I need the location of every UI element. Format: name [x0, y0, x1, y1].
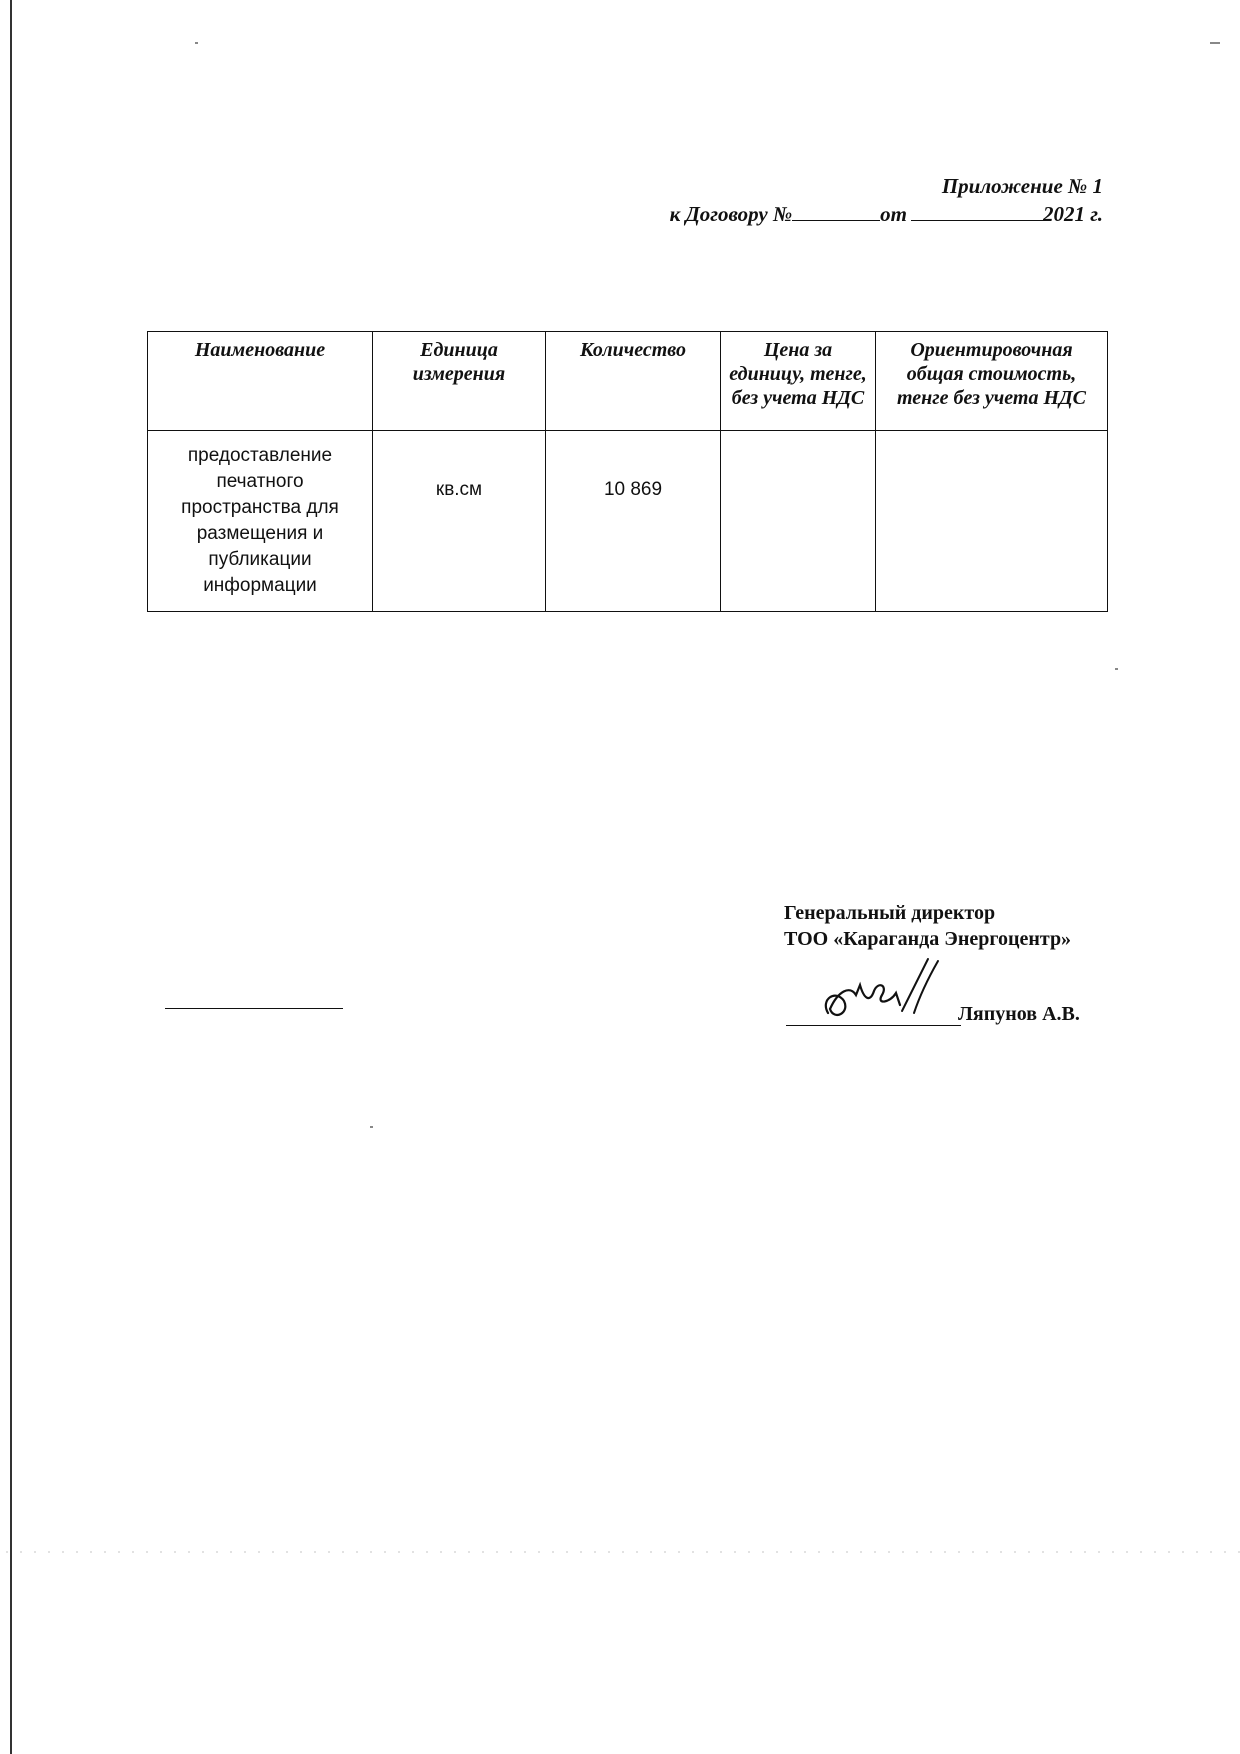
contract-year: 2021 г. [1043, 202, 1103, 226]
cell-name: предоставление печатного пространства для размещения и публикации информации [148, 431, 373, 612]
signatory-block [784, 900, 1071, 952]
cell-price [721, 431, 876, 612]
scan-speck [1210, 42, 1220, 44]
appendix-header [670, 172, 1103, 228]
column-header-quantity: Количество [546, 332, 721, 431]
contract-reference [670, 200, 1103, 228]
contract-prefix: к Договору № [669, 202, 793, 226]
column-header-price: Цена за единицу, тенге, без учета НДС [721, 332, 876, 431]
contract-from: от [880, 202, 908, 226]
counterparty-signature-line [165, 1008, 343, 1009]
signature-line [786, 1025, 961, 1026]
column-header-total: Ориентировочная общая стоимость, тенге без учета НДС [876, 332, 1108, 431]
signatory-company: ТОО «Караганда Энергоцентр» [784, 928, 1072, 950]
cell-total [876, 431, 1108, 612]
appendix-title: Приложение № 1 [941, 174, 1103, 198]
cell-unit [373, 431, 546, 612]
signatory-position: Генеральный директор [784, 902, 996, 924]
signature-row [786, 975, 1106, 1035]
scan-noise-line [0, 1550, 1240, 1554]
table-header-row [148, 332, 1108, 431]
unit-value: кв.см [435, 479, 483, 500]
scan-edge [10, 0, 12, 1754]
column-header-name: Наименование [148, 332, 373, 431]
scan-speck [370, 1126, 373, 1128]
scan-speck [195, 42, 198, 44]
quantity-value: 10 869 [603, 479, 663, 500]
column-header-unit: Единица измерения [373, 332, 546, 431]
signer-name: Ляпунов А.В. [958, 1003, 1080, 1025]
handwritten-signature [816, 955, 946, 1030]
specification-table [147, 331, 1108, 612]
contract-number-blank [792, 202, 880, 221]
contract-date-blank [911, 202, 1043, 221]
cell-quantity [546, 431, 721, 612]
table-row [148, 431, 1108, 612]
scan-speck [1115, 668, 1118, 670]
